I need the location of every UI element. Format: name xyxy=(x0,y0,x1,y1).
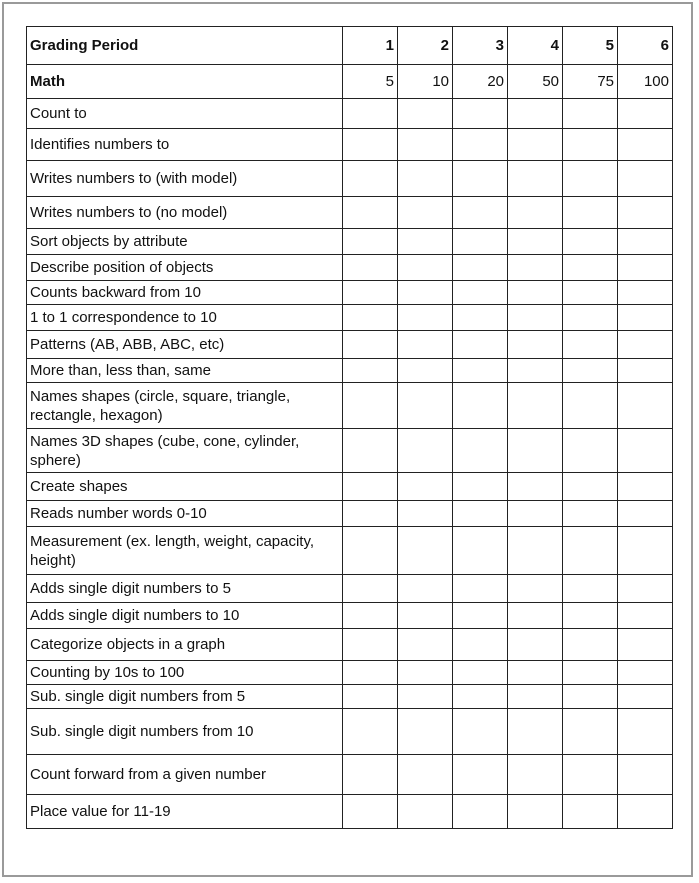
period-4: 4 xyxy=(508,27,563,65)
score-cell-period-3[interactable] xyxy=(453,129,508,161)
score-cell-period-1[interactable] xyxy=(343,161,398,197)
skill-row xyxy=(27,281,673,305)
score-cell-period-6[interactable] xyxy=(618,603,673,629)
score-cell-period-6[interactable] xyxy=(618,197,673,229)
skill-label: Adds single digit numbers to 10 xyxy=(27,603,343,629)
skill-row xyxy=(27,229,673,255)
score-cell-period-4[interactable] xyxy=(508,629,563,661)
score-cell-period-6[interactable] xyxy=(618,501,673,527)
score-cell-period-2[interactable] xyxy=(398,383,453,429)
skill-row xyxy=(27,603,673,629)
score-cell-period-3[interactable] xyxy=(453,685,508,709)
skill-row xyxy=(27,685,673,709)
grading-period-label: Grading Period xyxy=(27,27,343,65)
score-cell-period-2[interactable] xyxy=(398,629,453,661)
score-cell-period-2[interactable] xyxy=(398,99,453,129)
score-cell-period-2[interactable] xyxy=(398,229,453,255)
score-cell-period-6[interactable] xyxy=(618,629,673,661)
score-cell-period-3[interactable] xyxy=(453,603,508,629)
score-cell-period-3[interactable] xyxy=(453,527,508,575)
score-cell-period-4[interactable] xyxy=(508,473,563,501)
skill-label: Create shapes xyxy=(27,473,343,501)
period-3: 3 xyxy=(453,27,508,65)
score-cell-period-5[interactable] xyxy=(563,629,618,661)
score-cell-period-5[interactable] xyxy=(563,305,618,331)
score-cell-period-5[interactable] xyxy=(563,685,618,709)
skill-label: Count forward from a given number xyxy=(27,755,343,795)
score-cell-period-2[interactable] xyxy=(398,359,453,383)
skill-label: Names 3D shapes (cube, cone, cylinder, sphere) xyxy=(27,429,343,473)
score-cell-period-6[interactable] xyxy=(618,685,673,709)
score-cell-period-5[interactable] xyxy=(563,501,618,527)
skill-label: Identifies numbers to xyxy=(27,129,343,161)
score-cell-period-1[interactable] xyxy=(343,795,398,829)
score-cell-period-2[interactable] xyxy=(398,527,453,575)
skill-label: Categorize objects in a graph xyxy=(27,629,343,661)
score-cell-period-5[interactable] xyxy=(563,661,618,685)
score-cell-period-6[interactable] xyxy=(618,305,673,331)
skill-label: More than, less than, same xyxy=(27,359,343,383)
score-cell-period-6[interactable] xyxy=(618,527,673,575)
score-cell-period-2[interactable] xyxy=(398,795,453,829)
score-cell-period-6[interactable] xyxy=(618,661,673,685)
score-cell-period-5[interactable] xyxy=(563,709,618,755)
score-cell-period-1[interactable] xyxy=(343,473,398,501)
score-cell-period-4[interactable] xyxy=(508,501,563,527)
score-cell-period-6[interactable] xyxy=(618,383,673,429)
score-cell-period-4[interactable] xyxy=(508,255,563,281)
score-cell-period-1[interactable] xyxy=(343,575,398,603)
score-cell-period-5[interactable] xyxy=(563,255,618,281)
skill-row xyxy=(27,305,673,331)
score-cell-period-4[interactable] xyxy=(508,161,563,197)
score-cell-period-1[interactable] xyxy=(343,501,398,527)
math-label: Math xyxy=(27,65,343,99)
score-cell-period-6[interactable] xyxy=(618,331,673,359)
skill-row xyxy=(27,129,673,161)
score-cell-period-3[interactable] xyxy=(453,429,508,473)
skill-row xyxy=(27,709,673,755)
skill-row xyxy=(27,383,673,429)
score-cell-period-3[interactable] xyxy=(453,501,508,527)
score-cell-period-3[interactable] xyxy=(453,229,508,255)
score-cell-period-3[interactable] xyxy=(453,161,508,197)
score-cell-period-1[interactable] xyxy=(343,661,398,685)
skill-row xyxy=(27,331,673,359)
skill-label: Patterns (AB, ABB, ABC, etc) xyxy=(27,331,343,359)
score-cell-period-6[interactable] xyxy=(618,709,673,755)
score-cell-period-4[interactable] xyxy=(508,305,563,331)
score-cell-period-4[interactable] xyxy=(508,229,563,255)
score-cell-period-4[interactable] xyxy=(508,197,563,229)
period-2: 2 xyxy=(398,27,453,65)
skill-row xyxy=(27,429,673,473)
score-cell-period-3[interactable] xyxy=(453,255,508,281)
skill-label: Sub. single digit numbers from 5 xyxy=(27,685,343,709)
score-cell-period-3[interactable] xyxy=(453,575,508,603)
skill-row xyxy=(27,99,673,129)
score-cell-period-5[interactable] xyxy=(563,755,618,795)
score-cell-period-6[interactable] xyxy=(618,99,673,129)
skill-label: Counts backward from 10 xyxy=(27,281,343,305)
score-cell-period-6[interactable] xyxy=(618,755,673,795)
score-cell-period-4[interactable] xyxy=(508,685,563,709)
skill-row xyxy=(27,359,673,383)
math-target-1: 5 xyxy=(343,65,398,99)
score-cell-period-1[interactable] xyxy=(343,197,398,229)
score-cell-period-3[interactable] xyxy=(453,661,508,685)
score-cell-period-6[interactable] xyxy=(618,429,673,473)
score-cell-period-1[interactable] xyxy=(343,305,398,331)
math-target-6: 100 xyxy=(618,65,673,99)
period-1: 1 xyxy=(343,27,398,65)
score-cell-period-1[interactable] xyxy=(343,129,398,161)
score-cell-period-3[interactable] xyxy=(453,795,508,829)
score-cell-period-4[interactable] xyxy=(508,429,563,473)
score-cell-period-3[interactable] xyxy=(453,629,508,661)
skill-label: Sub. single digit numbers from 10 xyxy=(27,709,343,755)
score-cell-period-4[interactable] xyxy=(508,603,563,629)
score-cell-period-5[interactable] xyxy=(563,429,618,473)
score-cell-period-4[interactable] xyxy=(508,755,563,795)
score-cell-period-1[interactable] xyxy=(343,229,398,255)
skill-row xyxy=(27,501,673,527)
math-target-3: 20 xyxy=(453,65,508,99)
math-target-5: 75 xyxy=(563,65,618,99)
score-cell-period-5[interactable] xyxy=(563,129,618,161)
score-cell-period-2[interactable] xyxy=(398,331,453,359)
skill-label: Describe position of objects xyxy=(27,255,343,281)
math-target-2: 10 xyxy=(398,65,453,99)
score-cell-period-1[interactable] xyxy=(343,255,398,281)
score-cell-period-2[interactable] xyxy=(398,281,453,305)
score-cell-period-6[interactable] xyxy=(618,281,673,305)
period-5: 5 xyxy=(563,27,618,65)
skill-label: 1 to 1 correspondence to 10 xyxy=(27,305,343,331)
score-cell-period-5[interactable] xyxy=(563,99,618,129)
score-cell-period-6[interactable] xyxy=(618,473,673,501)
score-cell-period-3[interactable] xyxy=(453,473,508,501)
score-cell-period-1[interactable] xyxy=(343,709,398,755)
skill-label: Count to xyxy=(27,99,343,129)
skill-label: Writes numbers to (with model) xyxy=(27,161,343,197)
grading-period-row xyxy=(27,27,673,65)
skill-row xyxy=(27,661,673,685)
score-cell-period-5[interactable] xyxy=(563,795,618,829)
score-cell-period-6[interactable] xyxy=(618,129,673,161)
score-cell-period-3[interactable] xyxy=(453,359,508,383)
score-cell-period-6[interactable] xyxy=(618,161,673,197)
skill-row xyxy=(27,795,673,829)
score-cell-period-2[interactable] xyxy=(398,685,453,709)
math-row xyxy=(27,65,673,99)
score-cell-period-2[interactable] xyxy=(398,255,453,281)
score-cell-period-4[interactable] xyxy=(508,383,563,429)
score-cell-period-2[interactable] xyxy=(398,661,453,685)
period-6: 6 xyxy=(618,27,673,65)
score-cell-period-2[interactable] xyxy=(398,129,453,161)
score-cell-period-1[interactable] xyxy=(343,629,398,661)
score-cell-period-2[interactable] xyxy=(398,429,453,473)
score-cell-period-5[interactable] xyxy=(563,603,618,629)
score-cell-period-5[interactable] xyxy=(563,473,618,501)
skill-label: Counting by 10s to 100 xyxy=(27,661,343,685)
score-cell-period-6[interactable] xyxy=(618,229,673,255)
score-cell-period-4[interactable] xyxy=(508,359,563,383)
score-cell-period-1[interactable] xyxy=(343,527,398,575)
score-cell-period-1[interactable] xyxy=(343,383,398,429)
skill-label: Names shapes (circle, square, triangle, rectangle, hexagon) xyxy=(27,383,343,429)
score-cell-period-1[interactable] xyxy=(343,331,398,359)
score-cell-period-2[interactable] xyxy=(398,709,453,755)
score-cell-period-5[interactable] xyxy=(563,575,618,603)
skill-label: Writes numbers to (no model) xyxy=(27,197,343,229)
skill-row xyxy=(27,161,673,197)
score-cell-period-3[interactable] xyxy=(453,99,508,129)
score-cell-period-1[interactable] xyxy=(343,281,398,305)
score-cell-period-2[interactable] xyxy=(398,197,453,229)
score-cell-period-5[interactable] xyxy=(563,359,618,383)
score-cell-period-2[interactable] xyxy=(398,755,453,795)
grading-table xyxy=(26,26,673,829)
score-cell-period-4[interactable] xyxy=(508,661,563,685)
score-cell-period-5[interactable] xyxy=(563,527,618,575)
score-cell-period-3[interactable] xyxy=(453,709,508,755)
score-cell-period-4[interactable] xyxy=(508,527,563,575)
score-cell-period-4[interactable] xyxy=(508,575,563,603)
skill-row xyxy=(27,527,673,575)
score-cell-period-6[interactable] xyxy=(618,255,673,281)
score-cell-period-4[interactable] xyxy=(508,281,563,305)
score-cell-period-5[interactable] xyxy=(563,331,618,359)
score-cell-period-4[interactable] xyxy=(508,129,563,161)
score-cell-period-3[interactable] xyxy=(453,281,508,305)
score-cell-period-5[interactable] xyxy=(563,383,618,429)
skill-row xyxy=(27,255,673,281)
score-cell-period-6[interactable] xyxy=(618,359,673,383)
score-cell-period-4[interactable] xyxy=(508,331,563,359)
skill-label: Place value for 11-19 xyxy=(27,795,343,829)
skill-row xyxy=(27,755,673,795)
score-cell-period-6[interactable] xyxy=(618,795,673,829)
skill-row xyxy=(27,629,673,661)
score-cell-period-4[interactable] xyxy=(508,99,563,129)
score-cell-period-5[interactable] xyxy=(563,197,618,229)
score-cell-period-4[interactable] xyxy=(508,709,563,755)
skill-label: Measurement (ex. length, weight, capacity, height) xyxy=(27,527,343,575)
score-cell-period-1[interactable] xyxy=(343,359,398,383)
score-cell-period-3[interactable] xyxy=(453,331,508,359)
score-cell-period-1[interactable] xyxy=(343,99,398,129)
score-cell-period-4[interactable] xyxy=(508,795,563,829)
score-cell-period-2[interactable] xyxy=(398,501,453,527)
score-cell-period-1[interactable] xyxy=(343,603,398,629)
score-cell-period-1[interactable] xyxy=(343,429,398,473)
score-cell-period-2[interactable] xyxy=(398,603,453,629)
score-cell-period-2[interactable] xyxy=(398,305,453,331)
score-cell-period-1[interactable] xyxy=(343,755,398,795)
score-cell-period-3[interactable] xyxy=(453,755,508,795)
math-target-4: 50 xyxy=(508,65,563,99)
score-cell-period-5[interactable] xyxy=(563,229,618,255)
skill-row xyxy=(27,197,673,229)
score-cell-period-3[interactable] xyxy=(453,305,508,331)
score-cell-period-5[interactable] xyxy=(563,281,618,305)
score-cell-period-3[interactable] xyxy=(453,383,508,429)
score-cell-period-2[interactable] xyxy=(398,161,453,197)
skill-label: Reads number words 0-10 xyxy=(27,501,343,527)
score-cell-period-2[interactable] xyxy=(398,575,453,603)
skill-row xyxy=(27,575,673,603)
score-cell-period-3[interactable] xyxy=(453,197,508,229)
score-cell-period-5[interactable] xyxy=(563,161,618,197)
skill-label: Sort objects by attribute xyxy=(27,229,343,255)
score-cell-period-1[interactable] xyxy=(343,685,398,709)
skill-row xyxy=(27,473,673,501)
score-cell-period-6[interactable] xyxy=(618,575,673,603)
score-cell-period-2[interactable] xyxy=(398,473,453,501)
skill-label: Adds single digit numbers to 5 xyxy=(27,575,343,603)
